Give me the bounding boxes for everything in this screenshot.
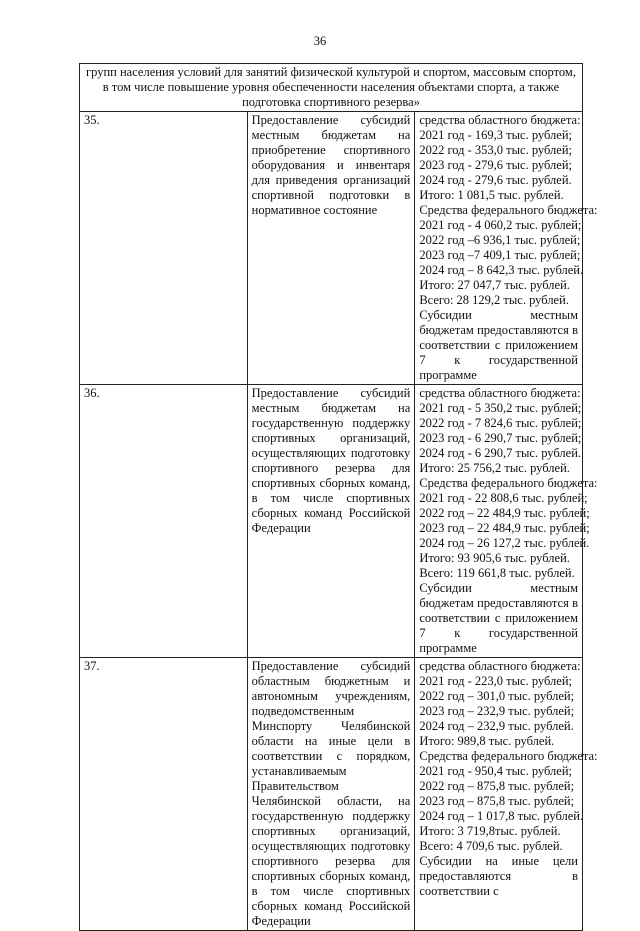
funding-line: 2022 год –6 936,1 тыс. рублей; [419,233,581,247]
funding-line: Итого: 989,8 тыс. рублей. [419,734,555,748]
page-number: 36 [313,34,327,48]
funding-line: 2021 год - 5 350,2 тыс. рублей; [419,401,582,415]
funding-line: Средства федерального бюджета: [419,203,598,217]
funding-line: Всего: 119 661,8 тыс. рублей. [419,566,575,580]
funding-line: Итого: 3 719,8тыс. рублей. [419,824,561,838]
row-funding [415,385,598,658]
funding-line: Итого: 25 756,2 тыс. рублей. [419,461,570,475]
table-row [80,658,583,931]
funding-line: средства областного бюджета: [419,113,581,127]
funding-note: Субсидии местным бюджетам предоставляются в соответствии с приложением 7 к государственной программе [419,308,578,382]
funding-line: Средства федерального бюджета: [419,749,598,763]
funding-line: 2024 год – 8 642,3 тыс. рублей. [419,263,584,277]
funding-line: 2022 год – 875,8 тыс. рублей; [419,779,575,793]
funding-line: 2022 год - 7 824,6 тыс. рублей; [419,416,582,430]
funding-note: Субсидии на иные цели предоставляются в соответствии с [419,854,578,898]
funding-line: 2022 год – 301,0 тыс. рублей; [419,689,575,703]
row-funding [415,112,598,385]
funding-line: 2023 год – 22 484,9 тыс. рублей; [419,521,590,535]
funding-line: 2024 год - 6 290,7 тыс. рублей. [419,446,582,460]
row-number: 36. [80,385,248,658]
funding-line: 2021 год - 169,3 тыс. рублей; [419,128,572,142]
row-description: Предоставление субсидий местным бюджетам на государственную поддержку спортивных организаций, осуществляющих подготовку спортивного резерва для спортивных сборных команд, в том числе спортивных сборных команд Российской Федерации [247,385,415,658]
funding-line: Итого: 93 905,6 тыс. рублей. [419,551,570,565]
funding-line: 2022 год - 353,0 тыс. рублей; [419,143,572,157]
table-row [80,385,583,658]
funding-line: 2024 год - 279,6 тыс. рублей. [419,173,572,187]
funding-line: 2024 год – 26 127,2 тыс. рублей. [419,536,590,550]
section-header-text: групп населения условий для занятий физической культурой и спортом, массовым спортом, в том числе повышение уровня обеспеченности населения объектами спорта, а также подготовка спортивного резерва» [80,64,583,112]
row-description: Предоставление субсидий местным бюджетам на приобретение спортивного оборудования и инвентаря для приведения организаций спортивной подготовки в нормативное состояние [247,112,415,385]
funding-line: 2023 год – 232,9 тыс. рублей; [419,704,575,718]
row-description: Предоставление субсидий областным бюджетным и автономным учреждениям, подведомственным Минспорту Челябинской области на иные цели в соответствии с порядком, устанавливаемым Правительством Челябинской области, на государственную поддержку спортивных организаций, осуществляющих подготовку спортивного резерва для спортивных сборных команд, в том числе спортивных сборных команд Российской Федерации [247,658,415,931]
funding-line: 2023 год – 875,8 тыс. рублей; [419,794,575,808]
funding-line: 2023 год - 279,6 тыс. рублей; [419,158,572,172]
funding-line: 2023 год –7 409,1 тыс. рублей; [419,248,581,262]
funding-line: 2021 год - 223,0 тыс. рублей; [419,674,572,688]
funding-line: Итого: 27 047,7 тыс. рублей. [419,278,570,292]
funding-line: 2023 год - 6 290,7 тыс. рублей; [419,431,582,445]
funding-line: средства областного бюджета: [419,659,581,673]
funding-note: Субсидии местным бюджетам предоставляются в соответствии с приложением 7 к государственной программе [419,581,578,655]
funding-line: Итого: 1 081,5 тыс. рублей. [419,188,564,202]
funding-line: 2021 год - 22 808,6 тыс. рублей; [419,491,588,505]
funding-line: Всего: 28 129,2 тыс. рублей. [419,293,569,307]
funding-line: Всего: 4 709,6 тыс. рублей. [419,839,563,853]
row-number: 37. [80,658,248,931]
row-funding [415,658,598,931]
funding-line: 2024 год – 1 017,8 тыс. рублей. [419,809,584,823]
funding-line: средства областного бюджета: [419,386,581,400]
measures-table [79,63,598,931]
funding-line: 2021 год - 4 060,2 тыс. рублей; [419,218,582,232]
funding-line: 2024 год – 232,9 тыс. рублей. [419,719,574,733]
table-header-row [80,64,583,112]
row-number: 35. [80,112,248,385]
funding-line: Средства федерального бюджета: [419,476,598,490]
table-row [80,112,583,385]
funding-line: 2022 год – 22 484,9 тыс. рублей; [419,506,590,520]
funding-line: 2021 год - 950,4 тыс. рублей; [419,764,572,778]
